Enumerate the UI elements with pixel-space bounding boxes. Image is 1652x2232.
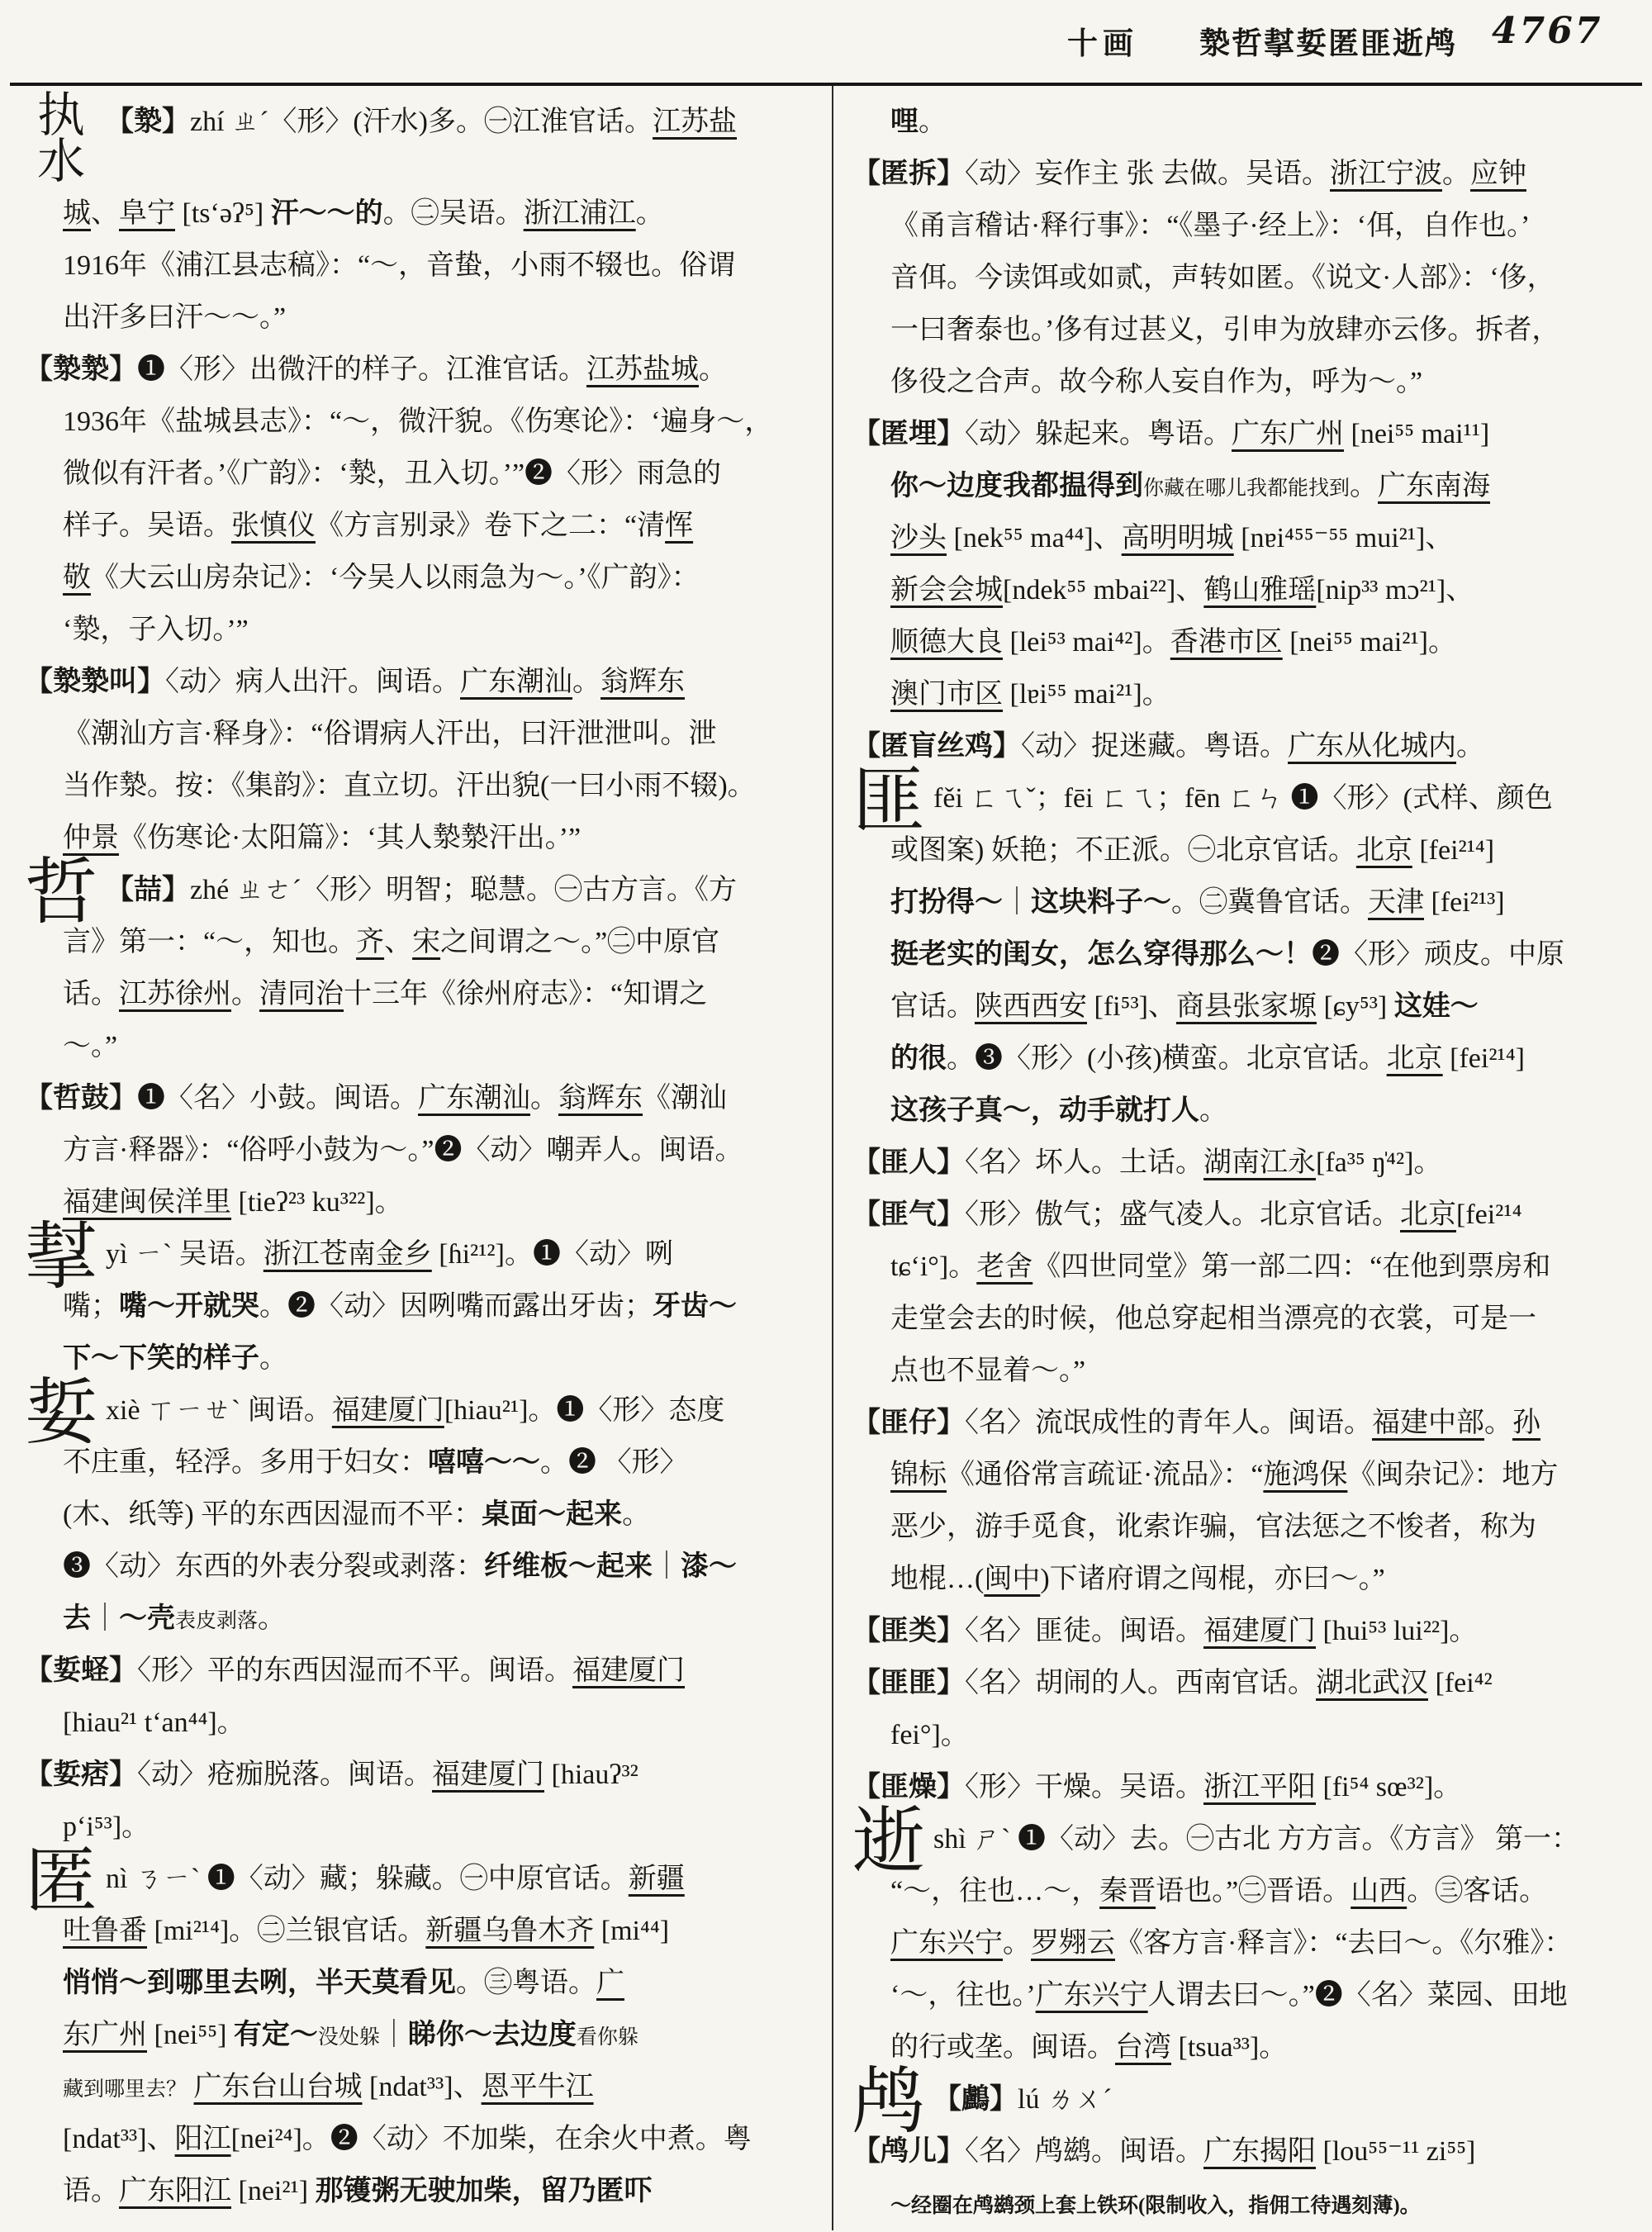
text-line: 广东兴宁。罗翙云《客方言·释言》：“去曰～。《尔雅》：	[890, 1928, 1573, 1959]
entry-block	[25, 853, 824, 1072]
text-line: 吐鲁番 [mi²¹⁴]。㊁兰银官话。新疆乌鲁木齐 [mi⁴⁴]	[63, 1916, 670, 1946]
text-line: 侈役之合声。故今称人妄自作为，呼为～。”	[890, 367, 1423, 397]
text-line: 东广州 [nei⁵⁵] 有定～没处躲｜睇你～去边度看你躲	[63, 2020, 638, 2050]
text-line: 嘴；嘴～开就哭。❷〈动〉因咧嘴而露出牙齿；牙齿～	[63, 1291, 737, 1322]
text-line: nì ㄋㄧˋ ❶〈动〉藏；躲藏。㊀中原官话。新疆	[106, 1864, 685, 1894]
left-column	[25, 88, 824, 2217]
entry-block	[25, 88, 824, 344]
text-line: 下～下笑的样子。	[63, 1343, 287, 1374]
text-line: 音佴。今读饵或如贰，声转如匿。《说文·人部》：‘侈，	[890, 263, 1555, 293]
text-line: 【匪匪】〈名〉胡闹的人。西南官话。湖北武汉 [fei⁴²	[852, 1668, 1493, 1698]
text-line: (木、纸等) 平的东西因湿而不平：桌面～起来。	[63, 1499, 651, 1530]
text-line: ❸〈动〉东西的外表分裂或剥落：纤维板～起来｜漆～	[63, 1551, 737, 1582]
text-line: 【漐】zhí ㄓˊ〈形〉(汗水)多。㊀江淮官话。江苏盐	[106, 107, 738, 137]
text-line: 【娎痞】〈动〉疮痂脱落。闽语。福建厦门 [hiauʔ³²	[25, 1759, 638, 1790]
text-line: 【匿埋】〈动〉躲起来。粤语。广东广州 [nei⁵⁵ mai¹¹]	[852, 419, 1490, 449]
text-line: fěi ㄈㄟˇ；fēi ㄈㄟ；fēn ㄈㄣ ❶〈形〉(式样、颜色	[933, 783, 1553, 814]
text-line: 这孩子真～，动手就打人。	[890, 1095, 1227, 1126]
text-line: 城、阜宁 [tsʻəʔ⁵] 汗～～的。㊁吴语。浙江浦江。	[63, 198, 664, 229]
text-line: 言》第一：“～，知也。齐、宋之间谓之～。”㊁中原官	[63, 927, 720, 957]
entry-block	[852, 148, 1645, 408]
text-line: 【鸕】lú ㄌㄨˊ	[933, 2084, 1113, 2115]
entry-block	[852, 96, 1645, 148]
text-line: 仲景《伤寒论·太阳篇》：‘其人漐漐汗出。’”	[63, 823, 582, 853]
column-divider	[832, 86, 833, 2230]
text-line: 的很。❸〈形〉(小孩)横蛮。北京官话。北京 [fei²¹⁴]	[890, 1043, 1525, 1074]
text-line: 不庄重，轻浮。多用于妇女：嘻嘻～～。❷ 〈形〉	[63, 1447, 688, 1478]
text-line: 地棍…(闽中)下诸府谓之闯棍，亦曰～。”	[890, 1564, 1385, 1594]
text-line: 【喆】zhé ㄓㄜˊ〈形〉明智；聪慧。㊀古方言。《方	[106, 875, 738, 905]
text-line: 【匿拆】〈动〉妄作主 张 去做。吴语。浙江宁波。应钟	[852, 159, 1526, 189]
entry-block	[852, 2125, 1645, 2230]
text-line: 【匪类】〈名〉匪徒。闽语。福建厦门 [hui⁵³ lui²²]。	[852, 1616, 1478, 1646]
header-rule	[10, 83, 1642, 86]
text-line: 语。广东阳江 [nei²¹] 那镬粥无驶加柴，留乃匿吓	[63, 2176, 653, 2206]
text-line: 挺老实的闺女，怎么穿得那么～！❷〈形〉顽皮。中原	[890, 939, 1564, 970]
text-line: tɕʻi°]。老舍《四世同堂》第一部二四：“在他到票房和	[890, 1251, 1551, 1282]
text-line: [ndat³³]、阳江[nei²⁴]。❷〈动〉不加柴，在余火中煮。粤	[63, 2124, 752, 2154]
text-line: 或图案) 妖艳；不正派。㊀北京官话。北京 [fei²¹⁴]	[890, 835, 1495, 866]
headword-character: 㨍	[25, 1218, 98, 1298]
text-line: 哩。	[890, 107, 947, 137]
text-line: “～，往也…～，秦晋语也。”㊁晋语。山西。㊂客话。	[890, 1876, 1548, 1907]
text-line: 【娎蛏】〈形〉平的东西因湿而不平。闽语。福建厦门	[25, 1655, 685, 1686]
entry-block	[852, 1802, 1645, 2073]
entry-block	[852, 1761, 1645, 1813]
text-line: 《潮汕方言·释身》：“俗谓病人汗出，曰汗泄泄叫。泄	[63, 719, 717, 749]
headword-character: 执 水	[36, 88, 85, 188]
text-line: ‘～，往也。’广东兴宁人谓去曰～。”❷〈名〉菜园、田地	[890, 1980, 1568, 2011]
text-line: 你～边度我都揾得到你藏在哪儿我都能找到。广东南海	[890, 471, 1491, 501]
text-line: 样子。吴语。张慎仪《方言别录》卷下之二：“清恽	[63, 511, 694, 541]
stroke-count-section: 十画	[1067, 27, 1138, 61]
entry-block	[852, 1657, 1645, 1761]
text-line: 恶少，游手觅食，讹索诈骗，官法惩之不悛者，称为	[890, 1512, 1536, 1542]
entry-block	[25, 1842, 824, 2217]
headword-character: 娎	[25, 1374, 98, 1454]
entry-block	[25, 1218, 824, 1384]
entry-block	[852, 1137, 1645, 1189]
text-line: 打扮得～｜这块料子～。㊁冀鲁官话。天津 [fei²¹³]	[890, 887, 1505, 918]
text-line: 【漐漐叫】〈动〉病人出汗。闽语。广东潮汕。翁辉东	[25, 667, 685, 697]
text-line: 1936年《盐城县志》：“～，微汗貌。《伤寒论》：‘遍身～，	[63, 406, 773, 437]
text-line: 去｜～壳表皮剥落。	[63, 1603, 287, 1634]
text-line: 《甬言稽诂·释行事》：“《墨子·经上》：‘佴，自作也。’	[890, 211, 1531, 241]
text-line: 微似有汗者。’《广韵》：‘漐，丑入切。’”❷〈形〉雨急的	[63, 458, 722, 489]
text-line: [hiau²¹ tʻan⁴⁴]。	[63, 1707, 245, 1738]
text-line: ～经圈在鸬鹚颈上套上铁环(限制收入，指佣工待遇刻薄)。	[890, 2195, 1421, 2217]
text-line: fei°]。	[890, 1720, 969, 1750]
entry-block	[852, 720, 1645, 772]
text-line: 官话。陕西西安 [fi⁵³]、商县张家塬 [ɕy⁵³] 这娃～	[890, 991, 1479, 1022]
text-line: 【匪气】〈形〉傲气；盛气凌人。北京官话。北京[fei²¹⁴	[852, 1199, 1522, 1230]
header-entry-characters: 漐哲㨍娎匿匪逝鸬	[1199, 27, 1457, 61]
text-line: 福建闽侯洋里 [tieʔ²³ ku³²²]。	[63, 1187, 403, 1218]
entry-block	[25, 1374, 824, 1645]
text-line: ‘漐，子入切。’”	[63, 615, 249, 645]
entry-block	[852, 408, 1645, 720]
entry-block	[25, 656, 824, 864]
entry-block	[852, 1397, 1645, 1605]
page-number: 4767	[1492, 10, 1603, 52]
text-line: 点也不显着～。”	[890, 1356, 1086, 1386]
text-line: 顺德大良 [lei⁵³ mai⁴²]。香港市区 [nei⁵⁵ mai²¹]。	[890, 627, 1456, 658]
entry-block	[25, 344, 824, 656]
text-line: 走堂会去的时候，他总穿起相当漂亮的衣裳，可是一	[890, 1304, 1536, 1334]
text-line: ～。”	[63, 1031, 118, 1061]
text-line: shì ㄕˋ ❶〈动〉去。㊀古北 方方言。《方言》 第一：	[933, 1824, 1579, 1854]
headword-character: 匿	[25, 1842, 98, 1922]
headword-character: 哲	[25, 853, 98, 933]
text-line: yì ㄧˋ 吴语。浙江苍南金乡 [ɦi²¹²]。❶〈动〉咧	[106, 1239, 673, 1270]
text-line: 【匪人】〈名〉坏人。土话。湖南江永[fa³⁵ ŋ̍⁴²]。	[852, 1147, 1442, 1178]
text-line: 【鸬儿】〈名〉鸬鹚。闽语。广东揭阳 [lou⁵⁵⁻¹¹ zi⁵⁵]	[852, 2136, 1476, 2167]
text-line: 【匪仔】〈名〉流氓成性的青年人。闽语。福建中部。孙	[852, 1408, 1540, 1438]
entry-block	[852, 1605, 1645, 1657]
text-line: 方言·释器》：“俗呼小鼓为～。”❷〈动〉嘲弄人。闽语。	[63, 1135, 743, 1166]
text-line: 出汗多曰汗～～。”	[63, 302, 287, 333]
text-line: 敬《大云山房杂记》：‘今吴人以雨急为～。’《广韵》：	[63, 563, 700, 593]
text-line: 一曰奢泰也。’侈有过甚义，引申为放肆亦云侈。拆者，	[890, 315, 1560, 345]
headword-character: 逝	[852, 1802, 926, 1883]
text-line: 【匪燥】〈形〉干燥。吴语。浙江平阳 [fi⁵⁴ sœ³²]。	[852, 1772, 1462, 1802]
text-line: 当作漐。按：《集韵》：直立切。汗出貌(一曰小雨不辍)。	[63, 771, 756, 801]
headword-character: 匪	[852, 762, 926, 842]
text-line: 的行或垄。闽语。台湾 [tsua³³]。	[890, 2032, 1288, 2063]
entry-block	[852, 1189, 1645, 1397]
entry-block	[852, 762, 1645, 1137]
text-line: 【漐漐】❶〈形〉出微汗的样子。江淮官话。江苏盐城。	[25, 354, 727, 385]
entry-block	[25, 1072, 824, 1228]
right-column	[852, 96, 1645, 2230]
text-line: 新会会城[ndek⁵⁵ mbai²²]、鹤山雅瑶[nip³³ mɔ²¹]、	[890, 575, 1474, 605]
text-line: 【匿盲丝鸡】〈动〉捉迷藏。粤语。广东从化城内。	[852, 731, 1484, 762]
text-line: 【哲鼓】❶〈名〉小鼓。闽语。广东潮汕。翁辉东《潮汕	[25, 1083, 727, 1114]
text-line: xiè ㄒㄧㄝˋ 闽语。福建厦门[hiau²¹]。❶〈形〉态度	[106, 1395, 725, 1426]
entry-block	[852, 2063, 1645, 2143]
text-line: pʻi⁵³]。	[63, 1812, 150, 1842]
text-line: 澳门市区 [lɐi⁵⁵ mai²¹]。	[890, 679, 1170, 710]
text-line: 沙头 [nek⁵⁵ ma⁴⁴]、高明明城 [nɐi⁴⁵⁵⁻⁵⁵ mui²¹]、	[890, 523, 1454, 553]
text-line: 话。江苏徐州。清同治十三年《徐州府志》：“知谓之	[63, 979, 708, 1009]
headword-character: 鸬	[852, 2063, 926, 2143]
entry-block	[25, 1749, 824, 1853]
text-line: 锦标《通俗常言疏证·流品》：“施鸿保《闽杂记》：地方	[890, 1460, 1559, 1490]
entry-block	[25, 1645, 824, 1749]
text-line: 悄悄～到哪里去咧，半天莫看见。㊂粤语。广	[63, 1968, 624, 1998]
text-line: 藏到哪里去？ 广东台山台城 [ndat³³]、恩平牛江	[63, 2072, 594, 2102]
text-line: 1916年《浦江县志稿》：“～，音蛰，小雨不辍也。俗谓	[63, 250, 736, 281]
